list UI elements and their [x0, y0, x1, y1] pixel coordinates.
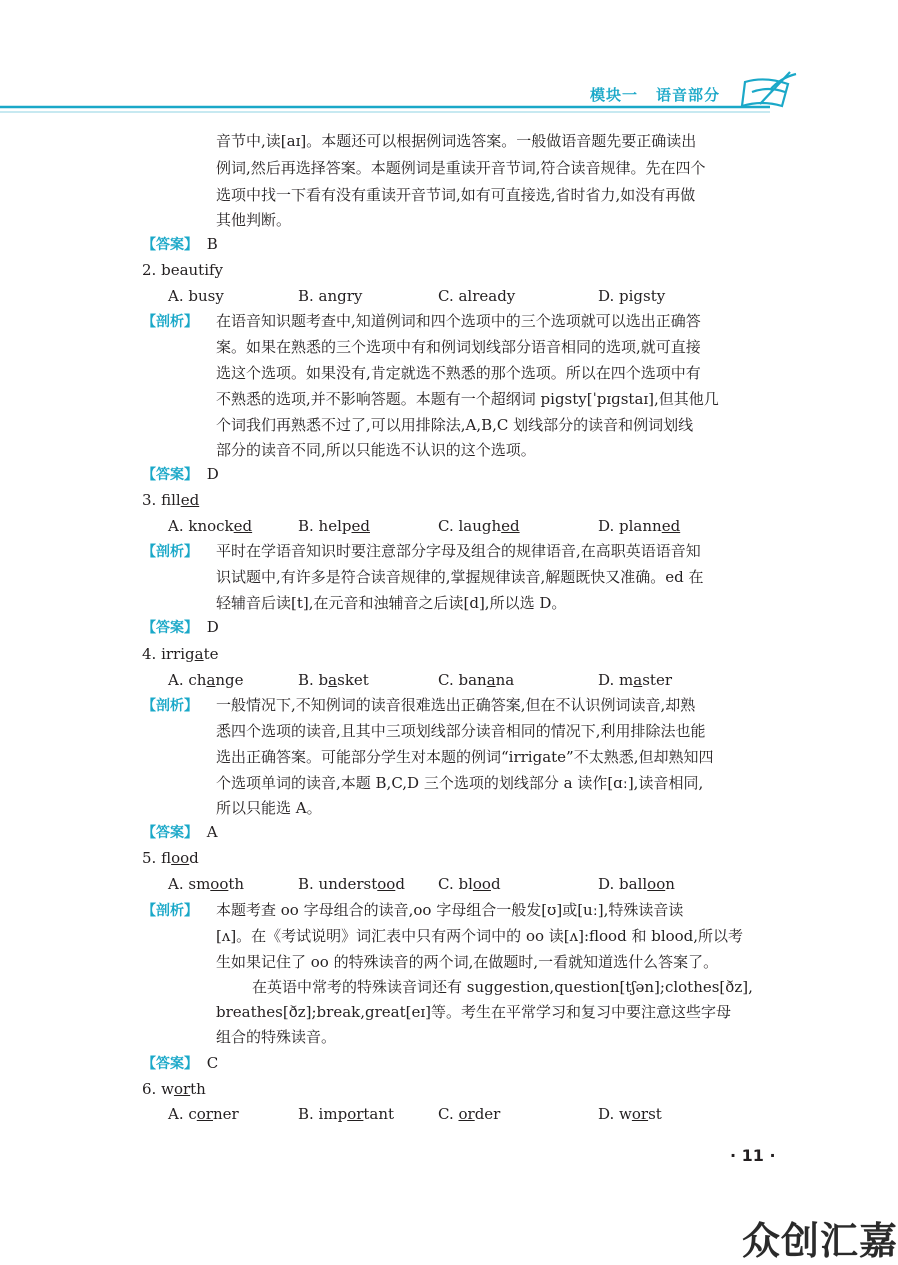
analysis-line: 个选项单词的读音,本题 B,C,D 三个选项的划线部分 a 读作[ɑː],读音相同, — [216, 774, 704, 792]
answer-row — [142, 231, 218, 258]
intro-line: 选项中找一下看有没有重读开音节词,如有可直接选,省时省力,如没有再做 — [216, 186, 696, 204]
answer-value: B — [206, 235, 218, 253]
question-4 — [142, 641, 219, 667]
answer-label: 【答案】 — [142, 825, 198, 841]
analysis-label — [142, 692, 198, 719]
answer-row — [142, 1050, 218, 1077]
answer-row — [142, 819, 218, 846]
analysis-tag: 【剖析】 — [142, 903, 198, 919]
analysis-line: 部分的读音不同,所以只能选不认识的这个选项。 — [216, 441, 536, 459]
answer-value: A — [206, 823, 218, 841]
question-number: 2. — [142, 261, 157, 279]
option-c: C. laughed — [438, 517, 520, 535]
question-number: 4. — [142, 645, 157, 663]
analysis-line: 在英语中常考的特殊读音词还有 suggestion,question[tʃən];clothes[ðz], — [252, 978, 753, 996]
analysis-line: 本题考查 oo 字母组合的读音,oo 字母组合一般发[ʊ]或[uː],特殊读音读 — [216, 901, 684, 919]
answer-label: 【答案】 — [142, 237, 198, 253]
question-word: filled — [161, 491, 200, 509]
answer-row — [142, 461, 219, 488]
intro-line: 例词,然后再选择答案。本题例词是重读开音节词,符合读音规律。先在四个 — [216, 159, 706, 177]
analysis-line: 选出正确答案。可能部分学生对本题的例词“irrigate”不太熟悉,但却熟知四 — [216, 748, 714, 766]
option-c: C. order — [438, 1105, 501, 1123]
option-c: C. already — [438, 287, 516, 305]
question-word: worth — [161, 1080, 206, 1098]
question-number: 5. — [142, 849, 157, 867]
analysis-line: 在语音知识题考查中,知道例词和四个选项中的三个选项就可以选出正确答 — [216, 312, 701, 330]
question-number: 3. — [142, 491, 157, 509]
option-b: B. basket — [298, 671, 369, 689]
book-quill-icon — [742, 72, 796, 106]
option-a: A. busy — [168, 287, 224, 305]
question-word: flood — [161, 849, 199, 867]
answer-row — [142, 614, 219, 641]
question-number: 6. — [142, 1080, 157, 1098]
analysis-line: 生如果记住了 oo 的特殊读音的两个词,在做题时,一看就知道选什么答案了。 — [216, 953, 719, 971]
question-3 — [142, 487, 199, 513]
analysis-label — [142, 897, 198, 924]
analysis-line: 轻辅音后读[t],在元音和浊辅音之后读[d],所以选 D。 — [216, 594, 567, 612]
watermark: 众创汇嘉 — [742, 1219, 898, 1263]
question-5 — [142, 845, 199, 871]
option-c: C. banana — [438, 671, 515, 689]
header-title — [590, 84, 720, 105]
analysis-line: 不熟悉的选项,并不影响答题。本题有一个超纲词 pigsty[ˈpɪɡstaɪ],但其他几 — [216, 390, 719, 408]
option-d: D. master — [598, 671, 672, 689]
answer-label: 【答案】 — [142, 467, 198, 483]
analysis-tag: 【剖析】 — [142, 698, 198, 714]
analysis-line: 悉四个选项的读音,且其中三项划线部分读音相同的情况下,利用排除法也能 — [216, 722, 706, 740]
answer-label: 【答案】 — [142, 1056, 198, 1072]
analysis-line: breathes[ðz];break,great[eɪ]等。考生在平常学习和复习中要注意这些字母 — [216, 1003, 731, 1021]
option-a: A. knocked — [168, 517, 253, 535]
page-number: · 11 · — [730, 1146, 776, 1165]
analysis-line: 识试题中,有许多是符合读音规律的,掌握规律读音,解题既快又准确。ed 在 — [216, 568, 704, 586]
analysis-line: 一般情况下,不知例词的读音很难选出正确答案,但在不认识例词读音,却熟 — [216, 696, 696, 714]
option-b: B. helped — [298, 517, 370, 535]
answer-value: C — [206, 1054, 219, 1072]
question-word: irrigate — [161, 645, 219, 663]
option-a: A. change — [168, 671, 244, 689]
option-d: D. planned — [598, 517, 681, 535]
option-b: B. angry — [298, 287, 363, 305]
question-2 — [142, 257, 223, 283]
analysis-line: 个词我们再熟悉不过了,可以用排除法,A,B,C 划线部分的读音和例词划线 — [216, 416, 694, 434]
option-d: D. worst — [598, 1105, 662, 1123]
option-b: B. understood — [298, 875, 405, 893]
analysis-line: 平时在学语音知识时要注意部分字母及组合的规律语音,在高职英语语音知 — [216, 542, 701, 560]
question-word: beautify — [161, 261, 224, 279]
analysis-line: 所以只能选 A。 — [216, 799, 322, 817]
option-a: A. corner — [168, 1105, 239, 1123]
page-header — [0, 0, 898, 130]
analysis-line: 选这个选项。如果没有,肯定就选不熟悉的那个选项。所以在四个选项中有 — [216, 364, 701, 382]
intro-line: 音节中,读[aɪ]。本题还可以根据例词选答案。一般做语音题先要正确读出 — [216, 132, 697, 150]
analysis-tag: 【剖析】 — [142, 544, 198, 560]
analysis-line: 组合的特殊读音。 — [216, 1028, 337, 1046]
answer-value: D — [206, 465, 219, 483]
option-c: C. blood — [438, 875, 501, 893]
section-label: 语音部分 — [656, 86, 721, 104]
analysis-label — [142, 308, 198, 335]
option-b: B. important — [298, 1105, 395, 1123]
question-6 — [142, 1076, 206, 1102]
module-label: 模块一 — [590, 86, 639, 104]
analysis-label — [142, 538, 198, 565]
analysis-line: 案。如果在熟悉的三个选项中有和例词划线部分语音相同的选项,就可直接 — [216, 338, 701, 356]
answer-label: 【答案】 — [142, 620, 198, 636]
answer-value: D — [206, 618, 219, 636]
intro-line: 其他判断。 — [216, 211, 292, 229]
option-a: A. smooth — [168, 875, 245, 893]
option-d: D. balloon — [598, 875, 675, 893]
option-d: D. pigsty — [598, 287, 666, 305]
analysis-tag: 【剖析】 — [142, 314, 198, 330]
header-decoration — [0, 0, 898, 130]
analysis-line: [ʌ]。在《考试说明》词汇表中只有两个词中的 oo 读[ʌ]:flood 和 blood,所以考 — [216, 927, 744, 945]
